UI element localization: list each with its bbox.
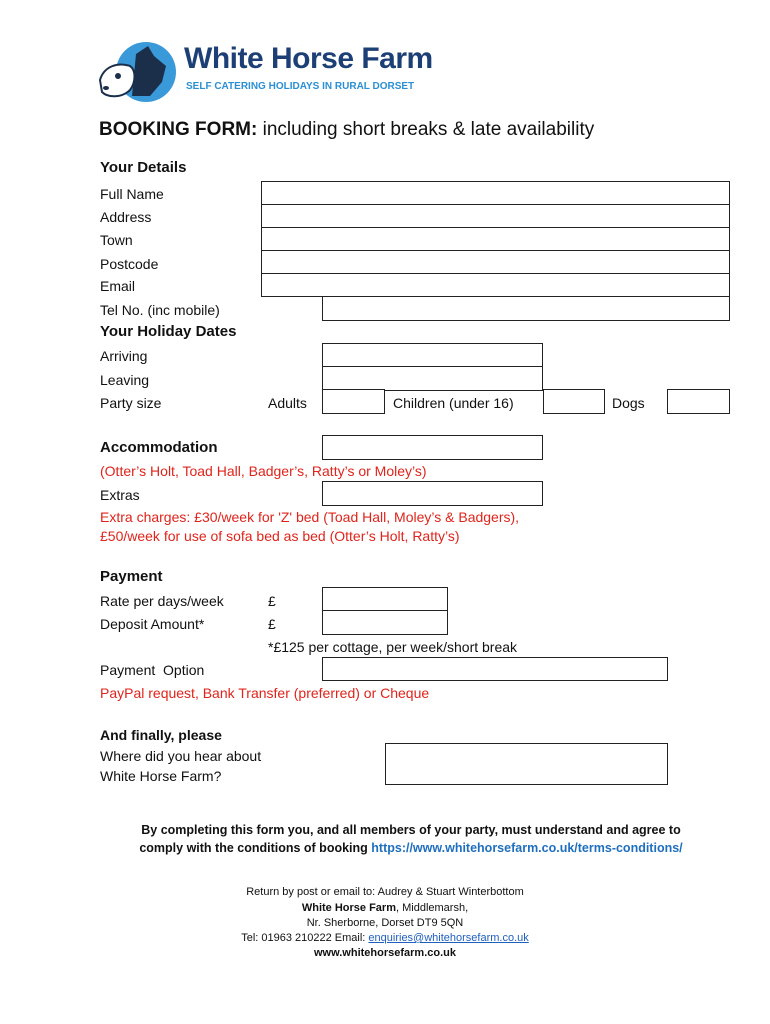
hear-about-line1: Where did you hear about	[100, 748, 262, 764]
footer-return: Return by post or email to: Audrey & Stuart Winterbottom	[246, 886, 524, 898]
adults-field[interactable]	[322, 389, 385, 414]
accommodation-input[interactable]	[323, 436, 542, 459]
brand-tagline: SELF CATERING HOLIDAYS IN RURAL DORSET	[186, 81, 415, 92]
email-label: Email	[100, 278, 136, 294]
footer-contact	[0, 931, 770, 946]
holiday-dates-heading: Your Holiday Dates	[100, 323, 237, 340]
deposit-note: *£125 per cottage, per week/short break	[268, 639, 518, 655]
horse-logo-icon	[96, 36, 178, 106]
brand-name: White Horse Farm	[184, 42, 433, 75]
deposit-label: Deposit Amount*	[100, 616, 205, 632]
leaving-label: Leaving	[100, 372, 150, 388]
footer-farm-rest: , Middlemarsh,	[396, 902, 469, 914]
extras-field[interactable]	[322, 481, 543, 506]
leaving-field[interactable]	[322, 366, 543, 391]
logo	[96, 36, 433, 106]
postcode-input[interactable]	[262, 251, 729, 273]
arriving-input[interactable]	[323, 344, 542, 367]
agreement-text	[0, 821, 770, 857]
address-input[interactable]	[262, 205, 729, 227]
town-input[interactable]	[262, 228, 729, 250]
payment-option-input[interactable]	[323, 658, 667, 680]
rate-field[interactable]	[322, 587, 448, 612]
postcode-field[interactable]	[261, 250, 730, 274]
adults-label: Adults	[268, 395, 307, 411]
terms-link[interactable]: https://www.whitehorsefarm.co.uk/terms-conditions/	[371, 841, 683, 855]
tel-input[interactable]	[323, 297, 729, 320]
full-name-label: Full Name	[100, 186, 164, 202]
hear-about-field[interactable]	[385, 743, 668, 785]
title-bold: BOOKING FORM:	[99, 119, 258, 140]
email-field[interactable]	[261, 273, 730, 297]
children-label: Children (under 16)	[393, 395, 514, 411]
payment-heading: Payment	[100, 568, 163, 585]
full-name-field[interactable]	[261, 181, 730, 205]
footer-farm	[0, 901, 770, 916]
extra-charges-line1: Extra charges: £30/week for 'Z' bed (Toad Hall, Moley’s & Badgers),	[100, 509, 520, 525]
footer-tel: Tel: 01963 210222 Email:	[241, 932, 369, 944]
extra-charges-line2: £50/week for use of sofa bed as bed (Otter’s Holt, Ratty’s)	[100, 528, 460, 544]
email-input[interactable]	[262, 274, 729, 296]
leaving-input[interactable]	[323, 367, 542, 390]
postcode-label: Postcode	[100, 256, 159, 272]
children-input[interactable]	[544, 390, 604, 413]
agreement-line1: By completing this form you, and all members of your party, must understand and agree to	[141, 823, 681, 837]
agreement-line2-text: comply with the conditions of booking	[139, 841, 372, 855]
tel-field[interactable]	[322, 296, 730, 321]
town-field[interactable]	[261, 227, 730, 251]
dogs-input[interactable]	[668, 390, 729, 413]
payment-option-label: Payment Option	[100, 662, 205, 678]
deposit-input[interactable]	[323, 611, 447, 634]
your-details-heading: Your Details	[100, 159, 187, 176]
finally-heading: And finally, please	[100, 727, 222, 743]
accommodation-field[interactable]	[322, 435, 543, 460]
footer-website: www.whitehorsefarm.co.uk	[313, 947, 456, 959]
rate-input[interactable]	[323, 588, 447, 611]
arriving-label: Arriving	[100, 348, 148, 364]
footer-email-link[interactable]: enquiries@whitehorsefarm.co.uk	[368, 932, 529, 944]
town-label: Town	[100, 232, 133, 248]
accommodation-options-note: (Otter’s Holt, Toad Hall, Badger’s, Ratty’s or Moley’s)	[100, 463, 427, 479]
address-field[interactable]	[261, 204, 730, 228]
rate-currency: £	[268, 593, 276, 609]
footer-address: Nr. Sherborne, Dorset DT9 5QN	[306, 917, 464, 929]
address-label: Address	[100, 209, 152, 225]
party-size-label: Party size	[100, 395, 162, 411]
hear-about-line2: White Horse Farm?	[100, 768, 222, 784]
title-rest: including short breaks & late availability	[257, 119, 595, 140]
adults-input[interactable]	[323, 390, 384, 413]
deposit-field[interactable]	[322, 610, 448, 635]
full-name-input[interactable]	[262, 182, 729, 204]
extras-label: Extras	[100, 487, 140, 503]
dogs-label: Dogs	[612, 395, 645, 411]
extras-input[interactable]	[323, 482, 542, 505]
page-title	[99, 119, 594, 141]
payment-option-note: PayPal request, Bank Transfer (preferred) or Cheque	[100, 685, 430, 701]
children-field[interactable]	[543, 389, 605, 414]
tel-label: Tel No. (inc mobile)	[100, 302, 220, 318]
agreement-line2	[0, 839, 770, 857]
accommodation-heading: Accommodation	[100, 439, 218, 456]
payment-option-field[interactable]	[322, 657, 668, 681]
dogs-field[interactable]	[667, 389, 730, 414]
footer-farm-bold: White Horse Farm	[301, 902, 396, 914]
arriving-field[interactable]	[322, 343, 543, 368]
hear-about-input[interactable]	[386, 744, 667, 784]
deposit-currency: £	[268, 616, 276, 632]
rate-label: Rate per days/week	[100, 593, 224, 609]
